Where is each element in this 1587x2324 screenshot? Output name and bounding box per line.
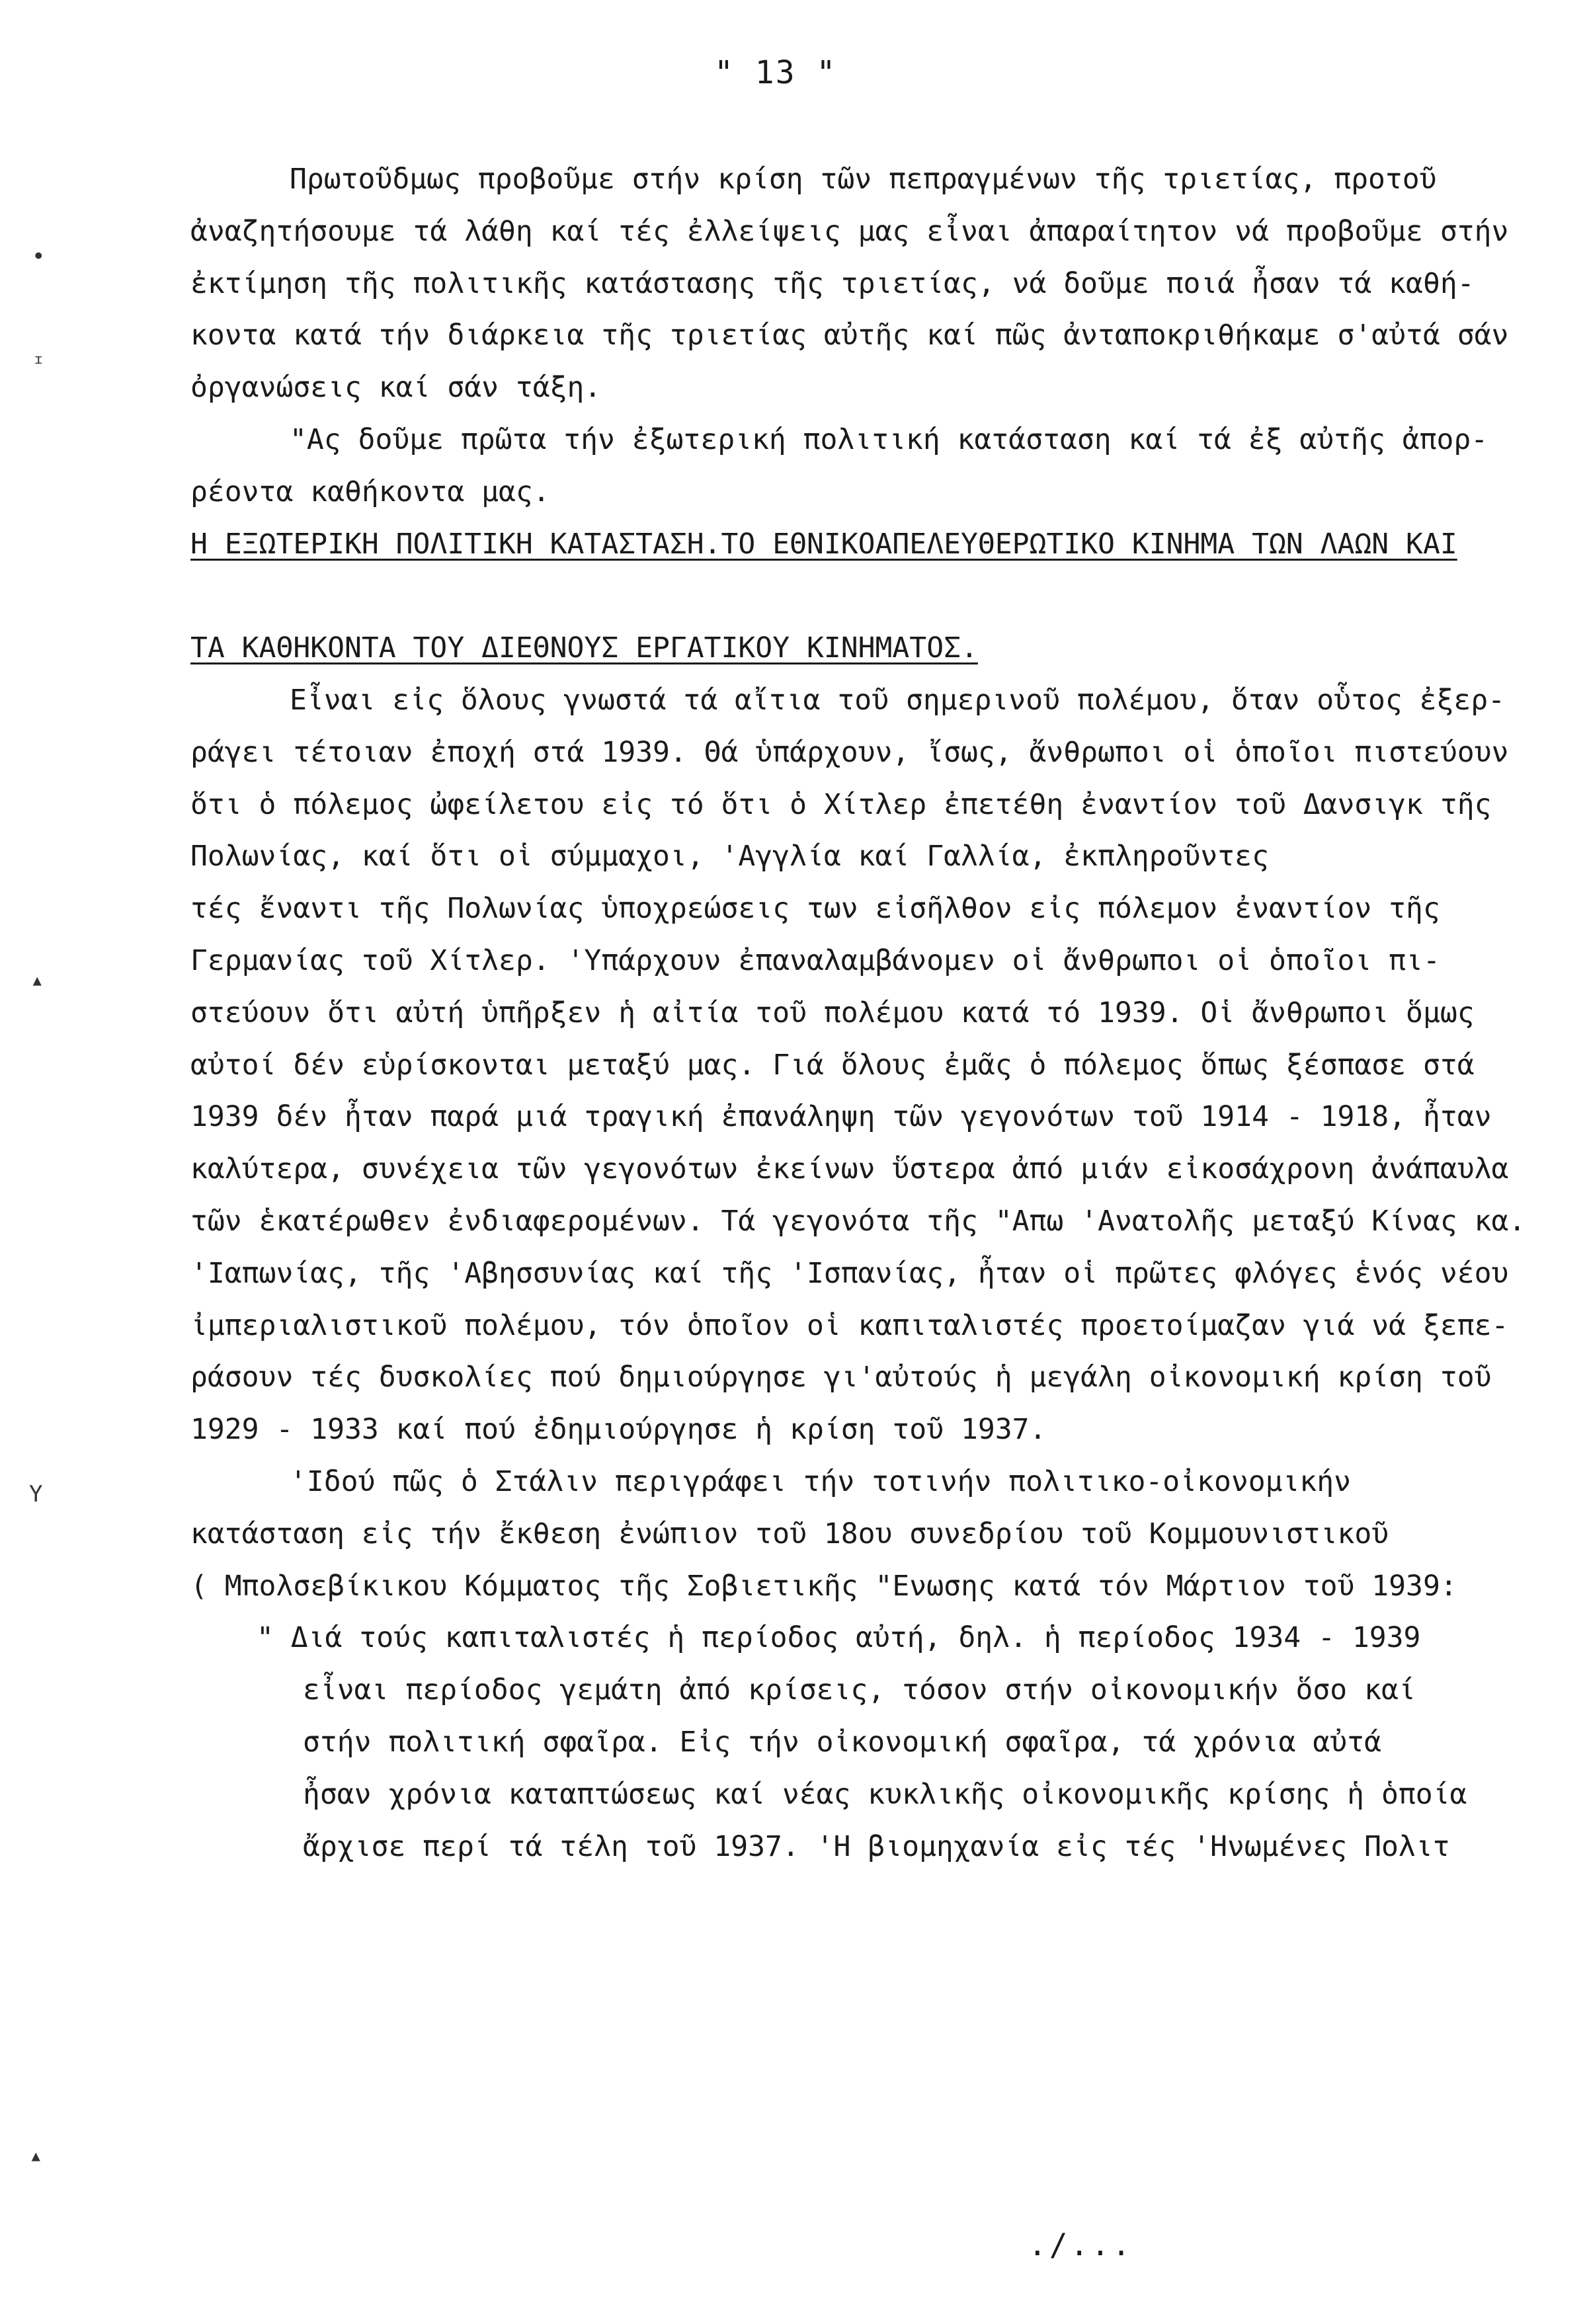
quote-line: στήν πολιτική σφαῖρα. Εἰς τήν οἰκονομική σφαῖρα, τά χρόνια αὐτά <box>303 1725 1381 1759</box>
text-line: ἰμπεριαλιστικοῦ πολέμου, τόν ὁποῖον οἱ καπιταλιστές προετοίμαζαν γιά νά ξεπε- <box>190 1308 1509 1342</box>
margin-mark: Y <box>29 1481 43 1507</box>
text-line: Εἶναι εἰς ὅλους γνωστά τά αἴτια τοῦ σημερινοῦ πολέμου, ὅταν οὗτος ἐξερ- <box>290 683 1506 717</box>
text-line: ρέοντα καθήκοντα μας. <box>190 475 550 508</box>
text-line: 'Ιδού πῶς ὁ Στάλιν περιγράφει τήν τοτινήν πολιτικο-οἰκονομικήν <box>290 1464 1352 1498</box>
text-line: Πρωτοῦδμως προβοῦμε στήν κρίση τῶν πεπραγμένων τῆς τριετίας, προτοῦ <box>290 163 1437 196</box>
text-line: κατάσταση εἰς τήν ἔκθεση ἐνώπιον τοῦ 18ου συνεδρίου τοῦ Κομμουνιστικοῦ <box>190 1517 1389 1550</box>
margin-mark: ▴ <box>29 2142 43 2169</box>
text-line: "Ας δοῦμε πρῶτα τήν ἐξωτερική πολιτική κατάσταση καί τά ἐξ αὐτῆς ἀπορ- <box>290 422 1488 456</box>
quote-line: ἄρχισε περί τά τέλη τοῦ 1937. 'Η βιομηχανία εἰς τές 'Ηνωμένες Πολιτ <box>303 1829 1450 1863</box>
margin-mark: • <box>32 243 46 270</box>
text-line: 1939 δέν ἦταν παρά μιά τραγική ἐπανάληψη τῶν γεγονότων τοῦ 1914 - 1918, ἦταν <box>190 1100 1492 1134</box>
paragraph-1 <box>190 153 1546 414</box>
heading-line: Η ΕΞΩΤΕΡΙΚΗ ΠΟΛΙΤΙΚΗ ΚΑΤΑΣΤΑΣΗ.ΤΟ ΕΘΝΙΚΟΑΠΕΛΕΥΘΕΡΩΤΙΚΟ ΚΙΝΗΜΑ ΤΩΝ ΛΑΩΝ ΚΑΙ <box>190 527 1457 561</box>
quote-line: " Διά τούς καπιταλιστές ἡ περίοδος αὐτή, δηλ. ἡ περίοδος 1934 - 1939 <box>257 1621 1421 1655</box>
heading-line: ΤΑ ΚΑΘΗΚΟΝΤΑ ΤΟΥ ΔΙΕΘΝΟΥΣ ΕΡΓΑΤΙΚΟΥ ΚΙΝΗΜΑΤΟΣ. <box>190 631 978 665</box>
text-line: 'Ιαπωνίας, τῆς 'Αβησσυνίας καί τῆς 'Ισπανίας, ἦταν οἱ πρῶτες φλόγες ἑνός νέου <box>190 1256 1509 1290</box>
margin-mark: ▴ <box>30 967 44 993</box>
quote-line: ἦσαν χρόνια καταπτώσεως καί νέας κυκλικῆς οἰκονομικῆς κρίσης ἡ ὁποία <box>303 1777 1467 1811</box>
paragraph-3 <box>190 674 1546 1456</box>
text-line: στεύουν ὅτι αὐτή ὑπῆρξεν ἡ αἰτία τοῦ πολέμου κατά τό 1939. Οἱ ἄνθρωποι ὅμως <box>190 996 1475 1029</box>
stalin-quote <box>190 1612 1546 1872</box>
text-line: Πολωνίας, καί ὅτι οἱ σύμμαχοι, 'Αγγλία καί Γαλλία, ἐκπληροῦντες <box>190 840 1269 873</box>
text-line: 1929 - 1933 καί πού ἐδημιούργησε ἡ κρίση τοῦ 1937. <box>190 1413 1047 1447</box>
text-line: ἐκτίμηση τῆς πολιτικῆς κατάστασης τῆς τριετίας, νά δοῦμε ποιά ἦσαν τά καθή- <box>190 266 1475 300</box>
text-line: καλύτερα, συνέχεια τῶν γεγονότων ἐκείνων ὕστερα ἀπό μιάν εἰκοσάχρονη ἀνάπαυλα <box>190 1152 1509 1186</box>
margin-mark: ᶦ <box>32 350 46 377</box>
section-heading <box>190 518 1546 674</box>
text-line: τῶν ἑκατέρωθεν ἐνδιαφερομένων. Τά γεγονότα τῆς "Απω 'Ανατολῆς μεταξύ Κίνας κα. <box>190 1204 1526 1238</box>
text-line: ( Μπολσεβίκικου Κόμματος τῆς Σοβιετικῆς "Ενωσης κατά τόν Μάρτιον τοῦ 1939: <box>190 1569 1457 1603</box>
page-number: " 13 " <box>714 54 837 91</box>
quote-line: εἶναι περίοδος γεμάτη ἀπό κρίσεις, τόσον στήν οἰκονομικήν ὅσο καί <box>303 1673 1416 1707</box>
text-line: ράσουν τές δυσκολίες πού δημιούργησε γι'αὐτούς ἡ μεγάλη οἰκονομική κρίση τοῦ <box>190 1361 1492 1394</box>
paragraph-2 <box>190 414 1546 518</box>
text-line: αὐτοί δέν εὑρίσκονται μεταξύ μας. Γιά ὅλους ἐμᾶς ὁ πόλεμος ὅπως ξέσπασε στά <box>190 1048 1475 1082</box>
document-body <box>190 153 1546 1872</box>
text-line: τές ἔναντι τῆς Πολωνίας ὑποχρεώσεις των εἰσῆλθον εἰς πόλεμον ἐναντίον τῆς <box>190 892 1440 926</box>
text-line: ράγει τέτοιαν ἐποχή στά 1939. Θά ὑπάρχουν, ἴσως, ἄνθρωποι οἱ ὁποῖοι πιστεύουν <box>190 735 1509 769</box>
continuation-mark: ./... <box>1028 2227 1133 2263</box>
text-line: κοντα κατά τήν διάρκεια τῆς τριετίας αὐτῆς καί πῶς ἀνταποκριθήκαμε σ'αὐτά σάν <box>190 319 1509 352</box>
text-line: ὅτι ὁ πόλεμος ὠφείλετου εἰς τό ὅτι ὁ Χίτλερ ἐπετέθη ἐναντίον τοῦ Δανσιγκ τῆς <box>190 787 1492 821</box>
text-line: ὀργανώσεις καί σάν τάξη. <box>190 371 602 405</box>
paragraph-4 <box>190 1456 1546 1612</box>
text-line: Γερμανίας τοῦ Χίτλερ. 'Υπάρχουν ἐπαναλαμβάνομεν οἱ ἄνθρωποι οἱ ὁποῖοι πι- <box>190 943 1440 977</box>
text-line: ἀναζητήσουμε τά λάθη καί τές ἐλλείψεις μας εἶναι ἀπαραίτητον νά προβοῦμε στήν <box>190 214 1509 248</box>
